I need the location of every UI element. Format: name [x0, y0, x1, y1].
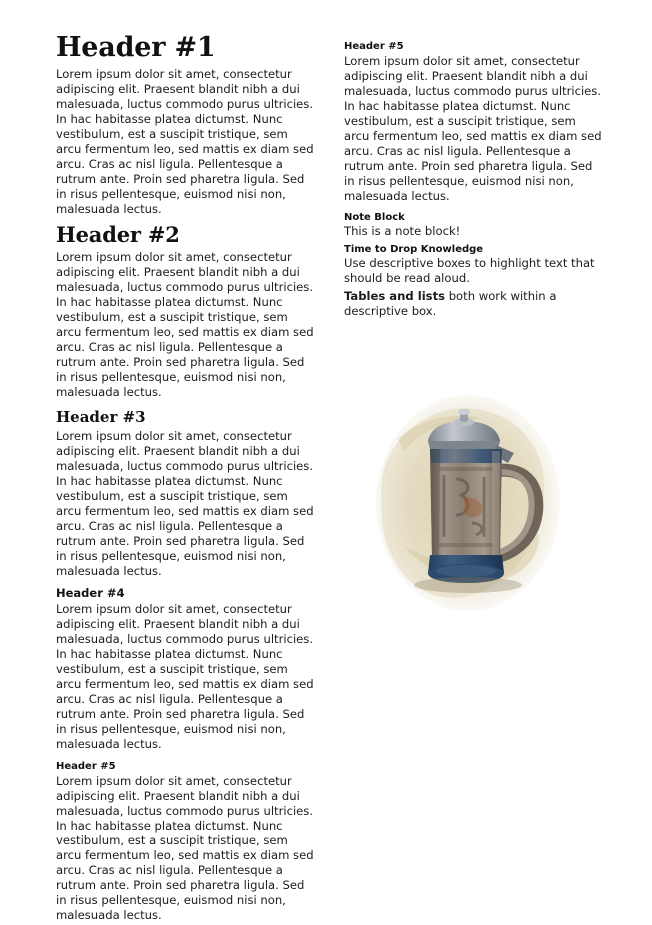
descriptive-block [344, 244, 602, 319]
paragraph-2: Lorem ipsum dolor sit amet, consectetur adipiscing elit. Praesent blandit nibh a dui malesuada, luctus commodo purus ultricies. In hac habitasse platea dictumst. Nunc vestibulum, est a suscipit tristique, sem arcu fermentum leo, sed mattis ex diam sed arcu. Cras ac nisl ligula. Pellentesque a rutrum ante. Proin sed pharetra ligula. Sed in risus pellentesque, euismod nisi non, malesuada lectus. [56, 249, 314, 399]
paragraph-1: Lorem ipsum dolor sit amet, consectetur adipiscing elit. Praesent blandit nibh a dui malesuada, luctus commodo purus ultricies. In hac habitasse platea dictumst. Nunc vestibulum, est a suscipit tristique, sem arcu fermentum leo, sed mattis ex diam sed arcu. Cras ac nisl ligula. Pellentesque a rutrum ante. Proin sed pharetra ligula. Sed in risus pellentesque, euismod nisi non, malesuada lectus. [56, 67, 314, 216]
descriptive-block-text-2 [344, 289, 602, 319]
note-block [344, 212, 602, 239]
heading-level-5-right: Header #5 [344, 41, 404, 52]
descriptive-block-text: Use descriptive boxes to highlight text that should be read aloud. [344, 256, 595, 286]
beer-stein-illustration [344, 367, 602, 627]
stein-body [430, 449, 502, 559]
descriptive-block-bold-lead: Tables and lists [344, 289, 446, 304]
paragraph-3: Lorem ipsum dolor sit amet, consectetur adipiscing elit. Praesent blandit nibh a dui malesuada, luctus commodo purus ultricies. In hac habitasse platea dictumst. Nunc vestibulum, est a suscipit tristique, sem arcu fermentum leo, sed mattis ex diam sed arcu. Cras ac nisl ligula. Pellentesque a rutrum ante. Proin sed pharetra ligula. Sed in risus pellentesque, euismod nisi non, malesuada lectus. [56, 428, 314, 578]
heading-level-4: Header #4 [56, 586, 125, 601]
paragraph-5: Lorem ipsum dolor sit amet, consectetur adipiscing elit. Praesent blandit nibh a dui malesuada, luctus commodo purus ultricies. In hac habitasse platea dictumst. Nunc vestibulum, est a suscipit tristique, sem arcu fermentum leo, sed mattis ex diam sed arcu. Cras ac nisl ligula. Pellentesque a rutrum ante. Proin sed pharetra ligula. Sed in risus pellentesque, euismod nisi non, malesuada lectus. [56, 773, 314, 923]
heading-level-5: Header #5 [56, 760, 116, 772]
right-column [344, 34, 602, 627]
two-column-layout [56, 34, 612, 925]
note-block-title: Note Block [344, 211, 405, 223]
heading-level-2: Header #2 [56, 221, 180, 247]
heading-level-1: Header #1 [56, 32, 216, 63]
descriptive-block-text-tail: both work within a descriptive box. [344, 289, 557, 319]
paragraph-right: Lorem ipsum dolor sit amet, consectetur adipiscing elit. Praesent blandit nibh a dui malesuada, luctus commodo purus ultricies. In hac habitasse platea dictumst. Nunc vestibulum, est a suscipit tristique, sem arcu fermentum leo, sed mattis ex diam sed arcu. Cras ac nisl ligula. Pellentesque a rutrum ante. Proin sed pharetra ligula. Sed in risus pellentesque, euismod nisi non, malesuada lectus. [344, 54, 602, 203]
note-block-text: This is a note block! [344, 223, 461, 238]
descriptive-block-title: Time to Drop Knowledge [344, 244, 484, 256]
heading-level-3: Header #3 [56, 408, 146, 427]
paragraph-4: Lorem ipsum dolor sit amet, consectetur adipiscing elit. Praesent blandit nibh a dui malesuada, luctus commodo purus ultricies. In hac habitasse platea dictumst. Nunc vestibulum, est a suscipit tristique, sem arcu fermentum leo, sed mattis ex diam sed arcu. Cras ac nisl ligula. Pellentesque a rutrum ante. Proin sed pharetra ligula. Sed in risus pellentesque, euismod nisi non, malesuada lectus. [56, 602, 314, 751]
left-column [56, 34, 314, 925]
